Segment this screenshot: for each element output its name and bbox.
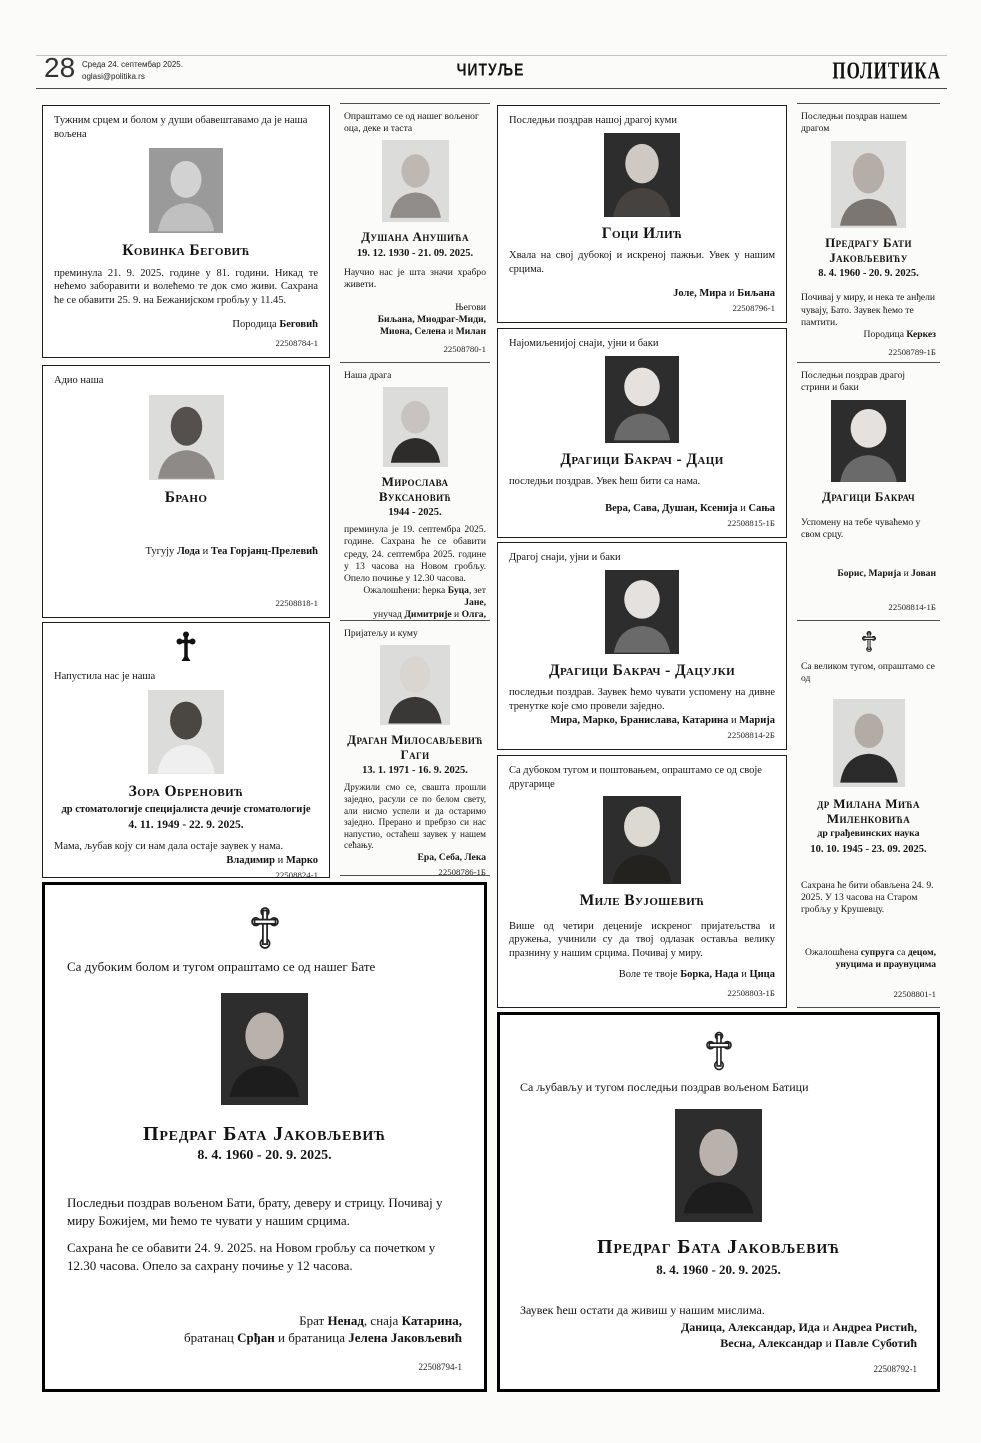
signature: Тугују Лода и Теа Горјанц-Прелевић <box>145 545 318 557</box>
obituary-notice-vuksanovic <box>340 362 490 620</box>
portrait-photo <box>605 356 679 443</box>
notice-body: Више од четири деценије искреног пријатељства и дружења, учинили су да твој одлазак оставља велику празнину у нашим срцима. Почивај у миру. <box>509 920 775 959</box>
header-top-rule <box>36 55 947 56</box>
notice-body: Успомену на тебе чуваћемо у свом срцу. <box>801 516 921 540</box>
portrait-silhouette-icon <box>603 796 681 884</box>
notice-intro: Последњи поздрав нашем драгом <box>801 111 908 135</box>
deceased-name: Мирослава Вуксановић <box>378 474 452 504</box>
deceased-name: Драган Милосављевић Гаги <box>347 732 483 762</box>
portrait-silhouette-icon <box>383 387 448 467</box>
notice-id: 22508818-1 <box>275 597 318 608</box>
cross-icon <box>251 907 279 954</box>
notice-id: 22508814-2Б <box>727 729 775 740</box>
obituary-notice-anusic <box>340 103 490 362</box>
deceased-name: Брано <box>164 488 208 506</box>
notice-id: 22508815-1Б <box>727 517 775 528</box>
obituary-notice-dacujki <box>497 542 787 750</box>
signature: Ера, Себа, Лека <box>417 851 486 863</box>
obituary-notice-brano <box>42 365 330 618</box>
portrait-photo <box>149 395 224 480</box>
dates: 8. 4. 1960 - 20. 9. 2025. <box>197 1148 332 1164</box>
notice-id: 22508801-1 <box>893 988 936 999</box>
signature: Ожалошћени: ћерка Буца, зет Јане, унучад Димитрије и Олга, <box>363 584 486 620</box>
obituary-notice-jakovljevicu <box>797 103 940 362</box>
portrait-silhouette-icon <box>148 690 224 774</box>
portrait-silhouette-icon <box>605 570 679 654</box>
portrait-photo <box>831 141 906 228</box>
portrait-silhouette-icon <box>380 645 450 725</box>
page-number: 28 <box>44 52 76 83</box>
portrait-silhouette-icon <box>675 1109 762 1222</box>
notice-body: Хвала на свој дубокој и искреној пажњи. Увек у нашим срцима. <box>509 250 775 275</box>
portrait-photo <box>148 690 224 774</box>
deceased-name: Драгици Бакрач - Даци <box>560 450 724 468</box>
notice-intro: Последњи поздрав нашој драгој куми <box>509 115 677 126</box>
notice-body: Заувек ћеш остати да живиш у нашим мислима. <box>520 1303 765 1318</box>
section-title: ЧИТУЉЕ <box>456 59 525 79</box>
signature: Јоле, Мира и Биљана <box>673 287 775 299</box>
obituary-notice-vujosevic <box>497 755 787 1008</box>
deceased-name: Зора Обреновић <box>128 783 244 801</box>
deceased-title: др грађевинских наука <box>817 828 920 840</box>
signature: Даница, Александар, Ида и Андреа Ристић, Весна, Александар и Павле Суботић <box>681 1319 917 1350</box>
portrait-silhouette-icon <box>382 140 449 222</box>
notice-body: Мама, љубав коју си нам дала остаје заувек у нама. <box>54 841 284 853</box>
deceased-name: др Милана Мића Миленковића <box>817 796 920 826</box>
portrait-silhouette-icon <box>604 133 680 217</box>
deceased-name: Миле Вујошевић <box>579 892 705 910</box>
signature: Воле те твоје Борка, Нада и Цица <box>618 968 775 980</box>
notice-body: преминула 21. 9. 2025. године у 81. години. Никад те нећемо заборавити и волећемо те док смо живи. Сахрана ће се обавити 25. 9. на Бежанијском гробљу у 11.45. <box>54 267 318 306</box>
notice-id: 22508824-1 <box>275 869 318 878</box>
notice-id: 22508780-1 <box>443 343 486 354</box>
portrait-photo <box>833 699 905 787</box>
obituary-notice-begovic <box>42 105 330 358</box>
notice-body: Почивај у миру, и нека те анђели чувају, Бато. Заувек ћемо те памтити. <box>801 292 936 328</box>
signature: Брат Ненад, снаја Катарина, братанац Срђан и братаница Јелена Јаковљевић <box>184 1312 462 1346</box>
deceased-name: Драгици Бакрач - Дацујки <box>548 661 736 679</box>
signature: Владимир и Марко <box>226 854 318 866</box>
header-bottom-rule <box>36 88 947 89</box>
cross-icon <box>706 1031 732 1075</box>
cross-icon <box>862 630 876 657</box>
portrait-photo <box>605 570 679 654</box>
portrait-silhouette-icon <box>149 395 224 480</box>
notice-intro: Адио наша <box>54 375 104 386</box>
notice-intro: Са великом тугом, опраштамо се од <box>801 661 935 685</box>
notice-body: последњи поздрав. Увек ћеш бити са нама. <box>509 476 701 487</box>
dates: 4. 11. 1949 - 22. 9. 2025. <box>128 819 244 832</box>
obituary-notice-jakovljevic-left <box>42 882 487 1392</box>
portrait-photo <box>382 140 449 222</box>
signature: Ожалошћена супруга са децом, унуцима и праунуцима <box>805 946 936 970</box>
obituary-notice-daci <box>497 328 787 538</box>
issue-date: Среда 24. септембар 2025. <box>82 60 183 69</box>
deceased-name: Предрагу Бати Јаковљевићу <box>825 235 912 265</box>
dates: 10. 10. 1945 - 23. 09. 2025. <box>810 843 927 855</box>
obituary-notice-ilic <box>497 105 787 323</box>
portrait-silhouette-icon <box>221 993 308 1105</box>
cross-icon <box>176 631 196 666</box>
notice-id: 22508786-1Б <box>438 867 486 876</box>
deceased-name: Гоци Илић <box>601 224 683 242</box>
dates: 8. 4. 1960 - 20. 9. 2025. <box>656 1261 781 1277</box>
obituary-notice-bakrac <box>797 362 940 620</box>
portrait-photo <box>380 645 450 725</box>
notice-intro: Драгој снаји, ујни и баки <box>509 552 621 563</box>
signature: Борис, Марија и Јован <box>837 567 936 579</box>
dates: 8. 4. 1960 - 20. 9. 2025. <box>818 268 919 280</box>
notice-body: Последњи поздрав вољеном Бати, брату, деверу и стрицу. Почивај у миру Божијем, ми ћемо те чувати у нашим срцима. <box>67 1195 443 1228</box>
portrait-photo <box>221 993 308 1105</box>
notice-id: 22508796-1 <box>732 302 775 313</box>
notice-intro: Са дубоком тугом и поштовањем, опраштамо се од своје другарице <box>509 765 762 790</box>
portrait-photo <box>603 796 681 884</box>
notice-body: Сахрана ће бити обављена 24. 9. 2025. У 13 часова на Старом гробљу у Крушевцу. <box>801 879 934 916</box>
deceased-name: Предраг Бата Јаковљевић <box>596 1236 841 1259</box>
signature: Мира, Марко, Бранислава, Катарина и Марија <box>550 714 775 726</box>
notice-intro: Са љубављу и тугом последњи поздрав вољеном Батици <box>520 1080 809 1095</box>
obituary-notice-jakovljevic-center <box>497 1012 940 1392</box>
signature: Породица Беговић <box>232 318 318 330</box>
dates: 1944 - 2025. <box>388 507 442 519</box>
deceased-name: Драгици Бакрач <box>821 489 916 505</box>
deceased-name: Душана Анушића <box>361 229 469 245</box>
signature: Породица Керкез <box>863 328 936 340</box>
obituary-notice-obrenovic <box>42 622 330 878</box>
notice-id: 22508794-1 <box>418 1361 462 1372</box>
notice-intro: Пријатељу и куму <box>344 628 418 639</box>
notice-id: 22508784-1 <box>275 337 318 348</box>
dates: 19. 12. 1930 - 21. 09. 2025. <box>356 247 474 259</box>
notice-intro: Наша драга <box>344 370 392 381</box>
notice-id: 22508789-1Б <box>888 346 936 357</box>
portrait-photo <box>383 387 448 467</box>
signature: Његови Биљана, Миодраг-Миди, Миона, Селена и Милан <box>377 301 486 337</box>
dates: 13. 1. 1971 - 16. 9. 2025. <box>362 765 468 777</box>
notice-intro: Тужним срцем и болом у души обавештавамо да је наша вољена <box>54 115 308 140</box>
portrait-photo <box>675 1109 762 1222</box>
obituary-notice-gagi <box>340 620 490 876</box>
portrait-silhouette-icon <box>605 356 679 443</box>
deceased-title: др стоматологије специјалиста дечије стоматологије <box>61 803 311 815</box>
portrait-silhouette-icon <box>833 699 905 787</box>
portrait-photo <box>604 133 680 217</box>
newspaper-logo: ПОЛИТИКА <box>832 56 941 85</box>
obituary-notice-milenkovic <box>797 620 940 1008</box>
contact-email: oglasi@politika.rs <box>82 71 145 81</box>
notice-intro: Опраштамо се од нашег вољеног оца, деке и таста <box>344 111 479 135</box>
portrait-silhouette-icon <box>831 141 906 228</box>
notice-intro: Последњи поздрав драгој стрини и баки <box>801 370 905 394</box>
notice-id: 22508792-1 <box>873 1363 917 1374</box>
deceased-name: Ковинка Беговић <box>122 242 250 260</box>
portrait-photo <box>149 148 223 233</box>
signature: Вера, Сава, Душан, Ксенија и Сања <box>605 502 775 514</box>
notice-id: 22508803-1Б <box>727 987 775 998</box>
portrait-silhouette-icon <box>149 148 223 233</box>
notice-intro: Напустила нас је наша <box>54 670 156 682</box>
portrait-silhouette-icon <box>831 400 906 482</box>
portrait-photo <box>831 400 906 482</box>
notice-intro: Најомиљенијој снаји, ујни и баки <box>509 338 659 349</box>
notice-body: Сахрана ће се обавити 24. 9. 2025. на Новом гробљу са почетком у 12.30 часова. Опело за сахрану почиње у 12 часова. <box>67 1240 436 1274</box>
notice-body: Научио нас је шта значи храбро живети. <box>344 266 486 290</box>
notice-body: Дружили смо се, свашта прошли заједно, расули се по белом свету, али нисмо успели и да остаримо заједно. Прерано и пребрзо си нас напустио, остаћеш заувек у нашем сећању. <box>344 782 486 851</box>
notice-body: преминула је 19. септембра 2025. године. Сахрана ће се обавити среду, 24. септембра 2025. године у 13 часова на Новом гробљу. Опело почиње у 12.30 часова. <box>344 524 486 584</box>
notice-id: 22508814-1Б <box>888 601 936 612</box>
deceased-name: Предраг Бата Јаковљевић <box>142 1123 387 1146</box>
notice-body: последњи поздрав. Заувек ћемо чувати успомену на дивне тренутке које смо провели заједно. <box>509 687 775 712</box>
notice-intro: Са дубоким болом и тугом опраштамо се од нашег Бате <box>67 958 376 974</box>
